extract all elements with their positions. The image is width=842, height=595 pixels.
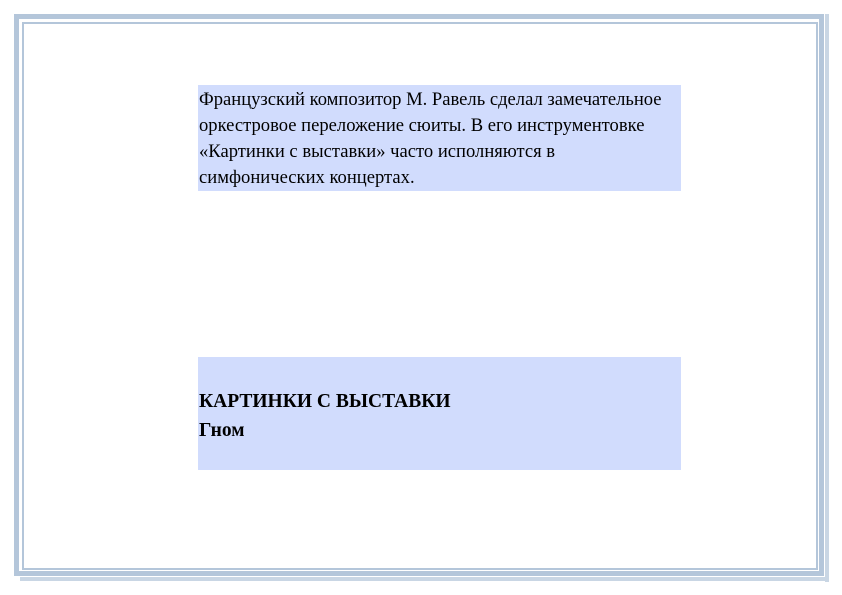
slide-title: КАРТИНКИ С ВЫСТАВКИ (199, 391, 451, 412)
slide-subtitle: Гном (199, 420, 245, 441)
frame-shadow-bottom (20, 577, 829, 581)
intro-text-box (198, 85, 681, 191)
title-text-box (198, 357, 681, 470)
intro-paragraph: Французский композитор М. Равель сделал замечательное оркестровое переложение сюиты. В его инструментовке «Картинки с выставки» часто исполняются в симфонических концертах. (199, 89, 662, 188)
frame-shadow-right (825, 14, 829, 582)
